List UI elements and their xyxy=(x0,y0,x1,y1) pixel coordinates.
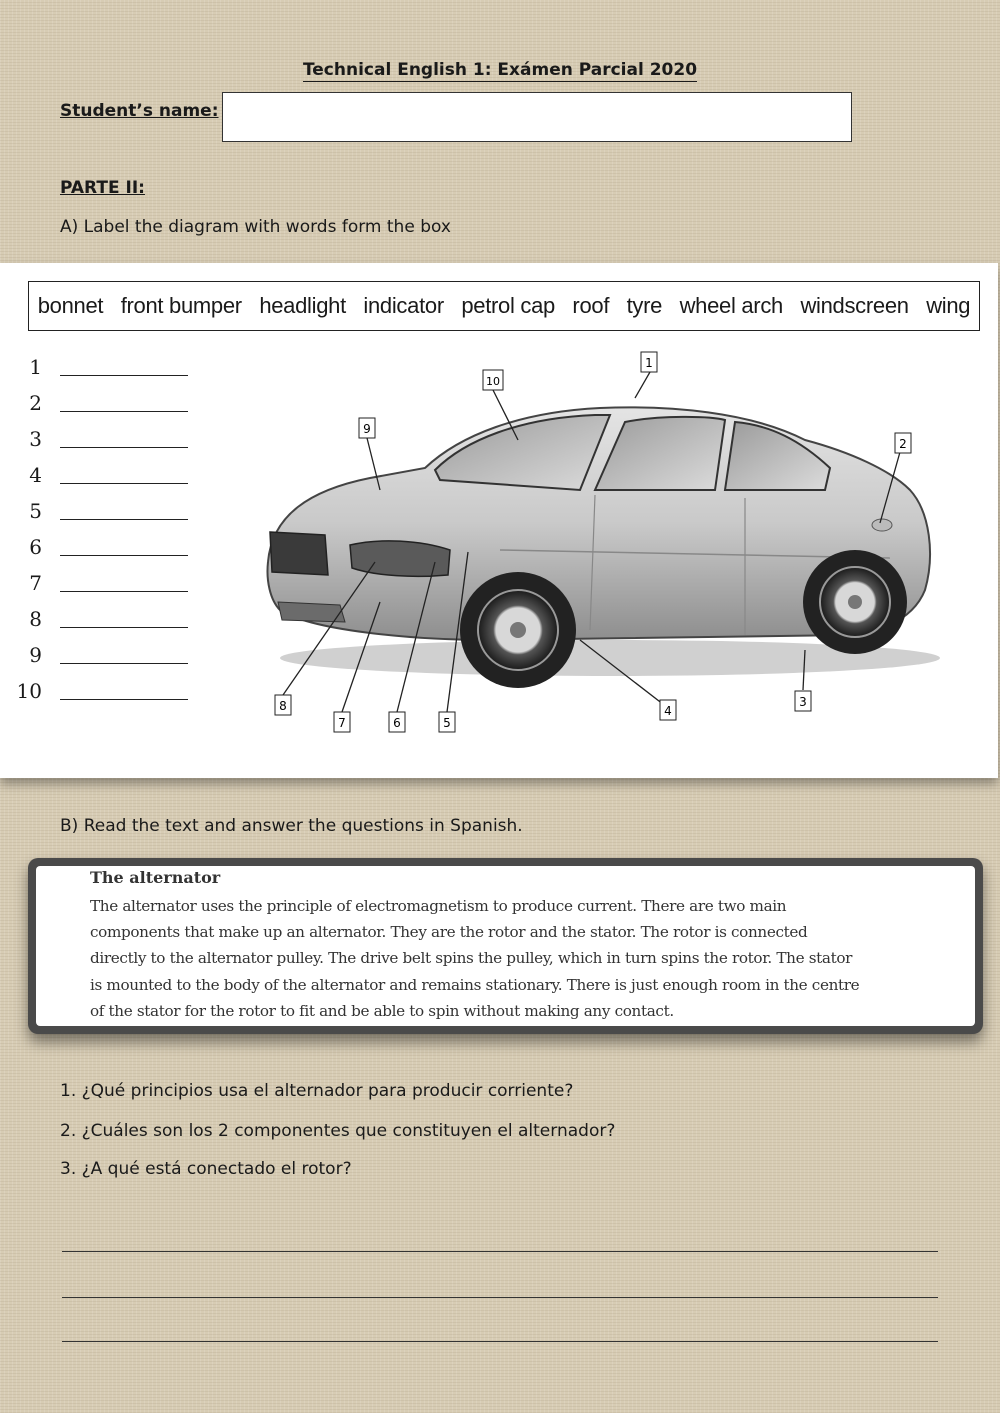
answer-line-2[interactable]: 2 xyxy=(18,391,188,419)
reading-body xyxy=(90,893,960,1024)
callout-6 xyxy=(389,712,405,732)
answer-line-10[interactable]: 10 xyxy=(18,679,188,707)
reading-line: is mounted to the body of the alternator and remains stationary. There is just enough room in the centre xyxy=(90,975,860,994)
answer-line-7[interactable]: 7 xyxy=(18,571,188,599)
word-box xyxy=(28,281,980,331)
rear-window-shape xyxy=(725,422,830,490)
answer-writing-line[interactable] xyxy=(62,1297,938,1298)
callout-2 xyxy=(895,433,911,453)
callout-9 xyxy=(359,418,375,438)
word-box-item: front bumper xyxy=(120,293,242,318)
svg-text:7: 7 xyxy=(338,716,346,730)
callout-5 xyxy=(439,712,455,732)
svg-text:2: 2 xyxy=(899,437,907,451)
car-diagram xyxy=(250,340,950,740)
word-box-item: indicator xyxy=(363,293,444,318)
svg-text:5: 5 xyxy=(443,716,451,730)
svg-text:10: 10 xyxy=(486,375,500,388)
reading-line: of the stator for the rotor to fit and be able to spin without making any contact. xyxy=(90,1001,674,1020)
callout-10 xyxy=(483,370,503,390)
answer-writing-line[interactable] xyxy=(62,1341,938,1342)
svg-text:3: 3 xyxy=(799,695,807,709)
answer-line-4[interactable]: 4 xyxy=(18,463,188,491)
answer-line-1[interactable]: 1 xyxy=(18,355,188,383)
word-box-item: headlight xyxy=(259,293,346,318)
instruction-b: B) Read the text and answer the questions in Spanish. xyxy=(60,816,523,836)
answer-line-3[interactable]: 3 xyxy=(18,427,188,455)
question-1: 1. ¿Qué principios usa el alternador para producir corriente? xyxy=(60,1081,574,1101)
callout-1 xyxy=(641,352,657,372)
svg-text:6: 6 xyxy=(393,716,401,730)
student-name-label: Student’s name: xyxy=(60,101,219,121)
reading-title: The alternator xyxy=(90,868,221,887)
word-box-item: tyre xyxy=(626,293,663,318)
answer-line-9[interactable]: 9 xyxy=(18,643,188,671)
question-2: 2. ¿Cuáles son los 2 componentes que constituyen el alternador? xyxy=(60,1121,616,1141)
word-box-item: windscreen xyxy=(800,293,909,318)
callout-7 xyxy=(334,712,350,732)
callout-3 xyxy=(795,691,811,711)
answer-line-6[interactable]: 6 xyxy=(18,535,188,563)
svg-text:9: 9 xyxy=(363,422,371,436)
word-box-item: bonnet xyxy=(37,293,104,318)
svg-text:1: 1 xyxy=(645,356,653,370)
word-box-item: wing xyxy=(926,293,971,318)
callout-8 xyxy=(275,695,291,715)
page-title: Technical English 1: Exámen Parcial 2020 xyxy=(302,60,698,80)
answer-line-5[interactable]: 5 xyxy=(18,499,188,527)
svg-text:8: 8 xyxy=(279,699,287,713)
part-label: PARTE II: xyxy=(60,178,145,198)
reading-line: directly to the alternator pulley. The drive belt spins the pulley, which in turn spins the rotor. The stator xyxy=(90,949,853,968)
callout-4 xyxy=(660,700,676,720)
reading-line: components that make up an alternator. They are the rotor and the stator. The rotor is connected xyxy=(90,923,808,942)
reading-line: The alternator uses the principle of electromagnetism to produce current. There are two main xyxy=(90,897,787,915)
instruction-a: A) Label the diagram with words form the box xyxy=(60,217,451,237)
student-name-field[interactable] xyxy=(222,92,852,142)
answer-writing-line[interactable] xyxy=(62,1251,938,1252)
word-box-item: wheel arch xyxy=(679,293,783,318)
windscreen-shape xyxy=(435,415,610,490)
question-3: 3. ¿A qué está conectado el rotor? xyxy=(60,1159,352,1179)
word-box-item: petrol cap xyxy=(461,293,555,318)
headlight-shape xyxy=(350,541,450,576)
grille-shape xyxy=(270,532,328,575)
svg-text:4: 4 xyxy=(664,704,672,718)
word-box-item: roof xyxy=(572,293,610,318)
answer-line-8[interactable]: 8 xyxy=(18,607,188,635)
